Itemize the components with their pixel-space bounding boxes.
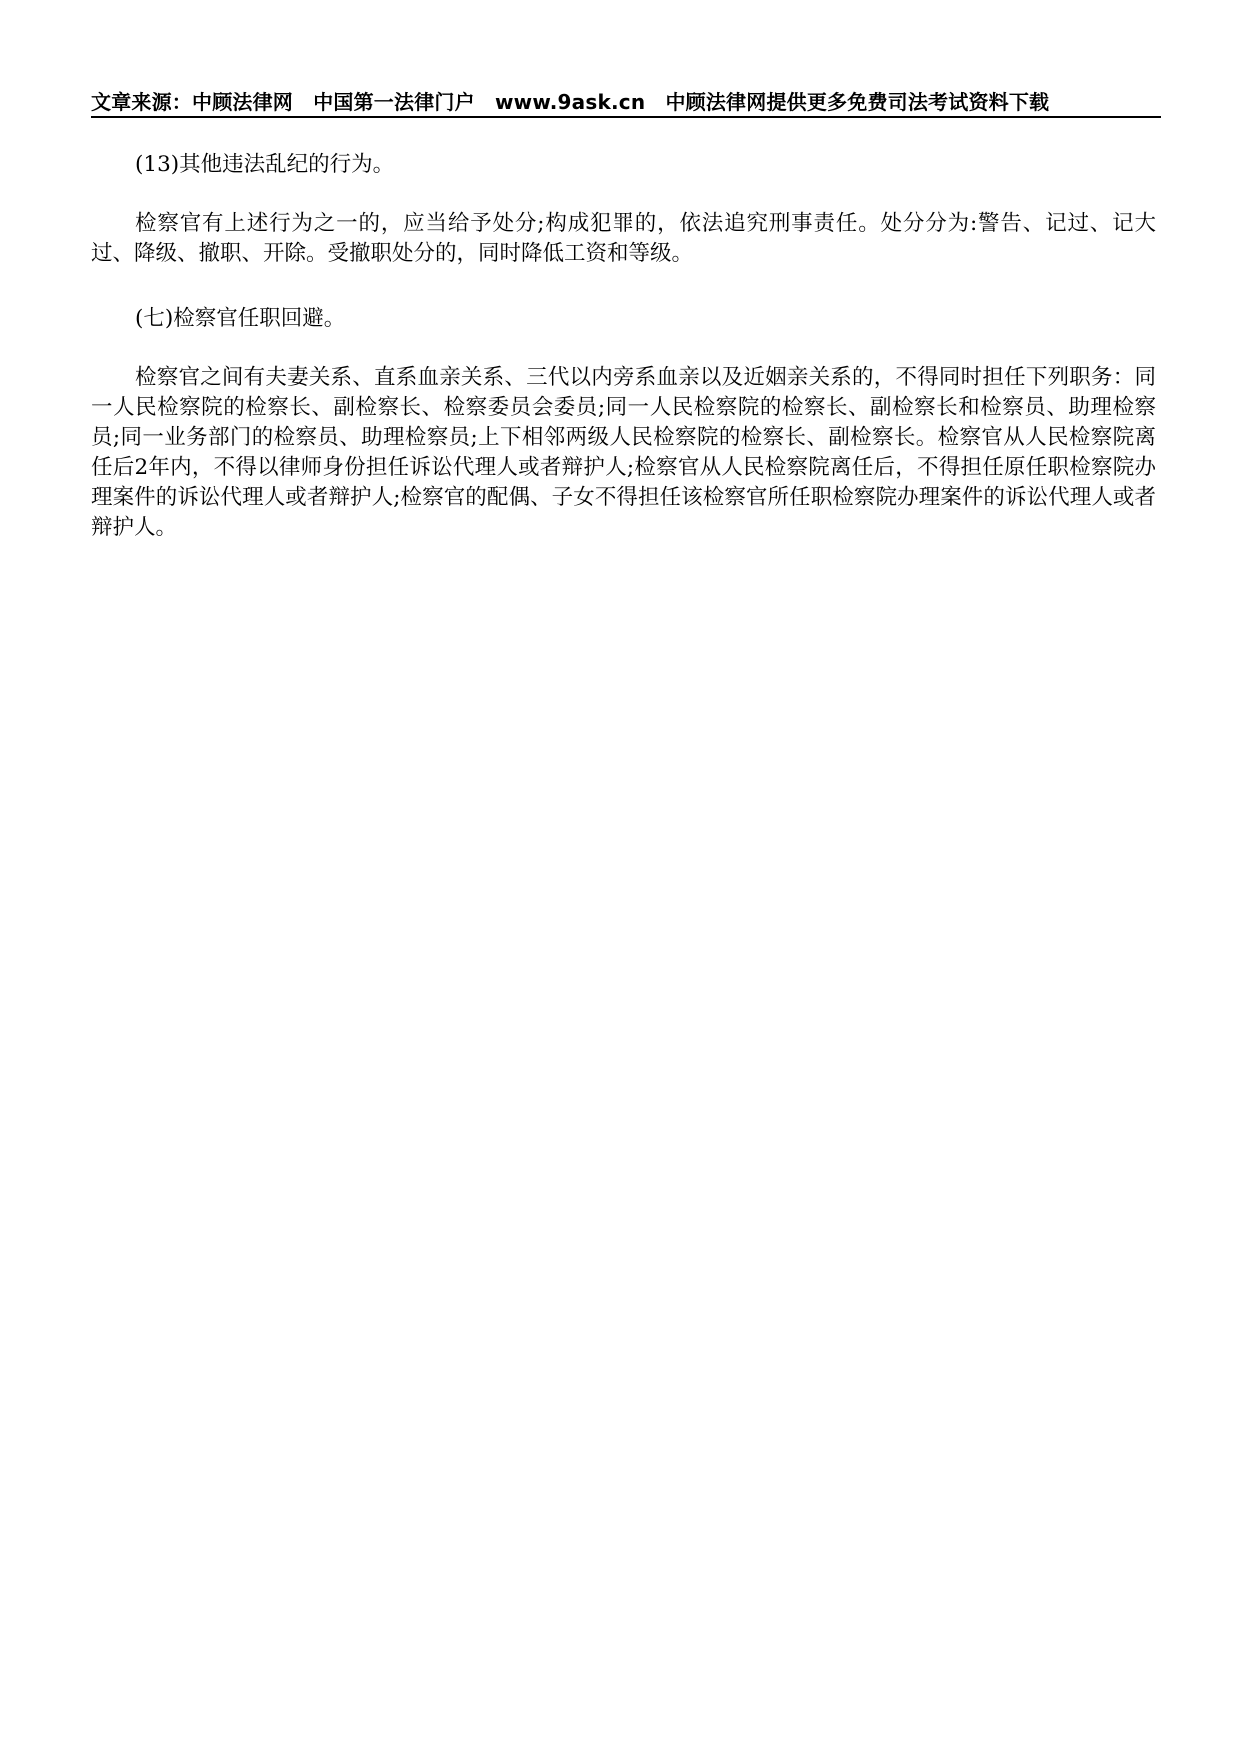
paragraph-item-13: (13)其他违法乱纪的行为。 <box>135 152 395 177</box>
section-heading-recusal: (七)检察官任职回避。 <box>135 306 346 331</box>
paragraph-recusal-rules: 检察官之间有夫妻关系、直系血亲关系、三代以内旁系血亲以及近姻亲关系的，不得同时担任下列职务：同一人民检察院的检察长、副检察长、检察委员会委员;同一人民检察院的检察长、副检察长和检察员、助理检察员;同一业务部门的检察员、助理检察员;上下相邻两级人民检察院的检察长、副检察长。检察官从人民检察院离任后2年内，不得以律师身份担任诉讼代理人或者辩护人;检察官从人民检察院离任后，不得担任原任职检察院办理案件的诉讼代理人或者辩护人;检察官的配偶、子女不得担任该检察官所任职检察院办理案件的诉讼代理人或者辩护人。 <box>91 365 1156 540</box>
header-source-line: 文章来源：中顾法律网 中国第一法律门户 www.9ask.cn 中顾法律网提供更多免费司法考试资料下载 <box>91 90 1050 114</box>
page-header <box>91 88 1161 118</box>
paragraph-discipline: 检察官有上述行为之一的，应当给予处分;构成犯罪的，依法追究刑事责任。处分分为:警告、记过、记大过、降级、撤职、开除。受撤职处分的，同时降低工资和等级。 <box>91 211 1156 266</box>
